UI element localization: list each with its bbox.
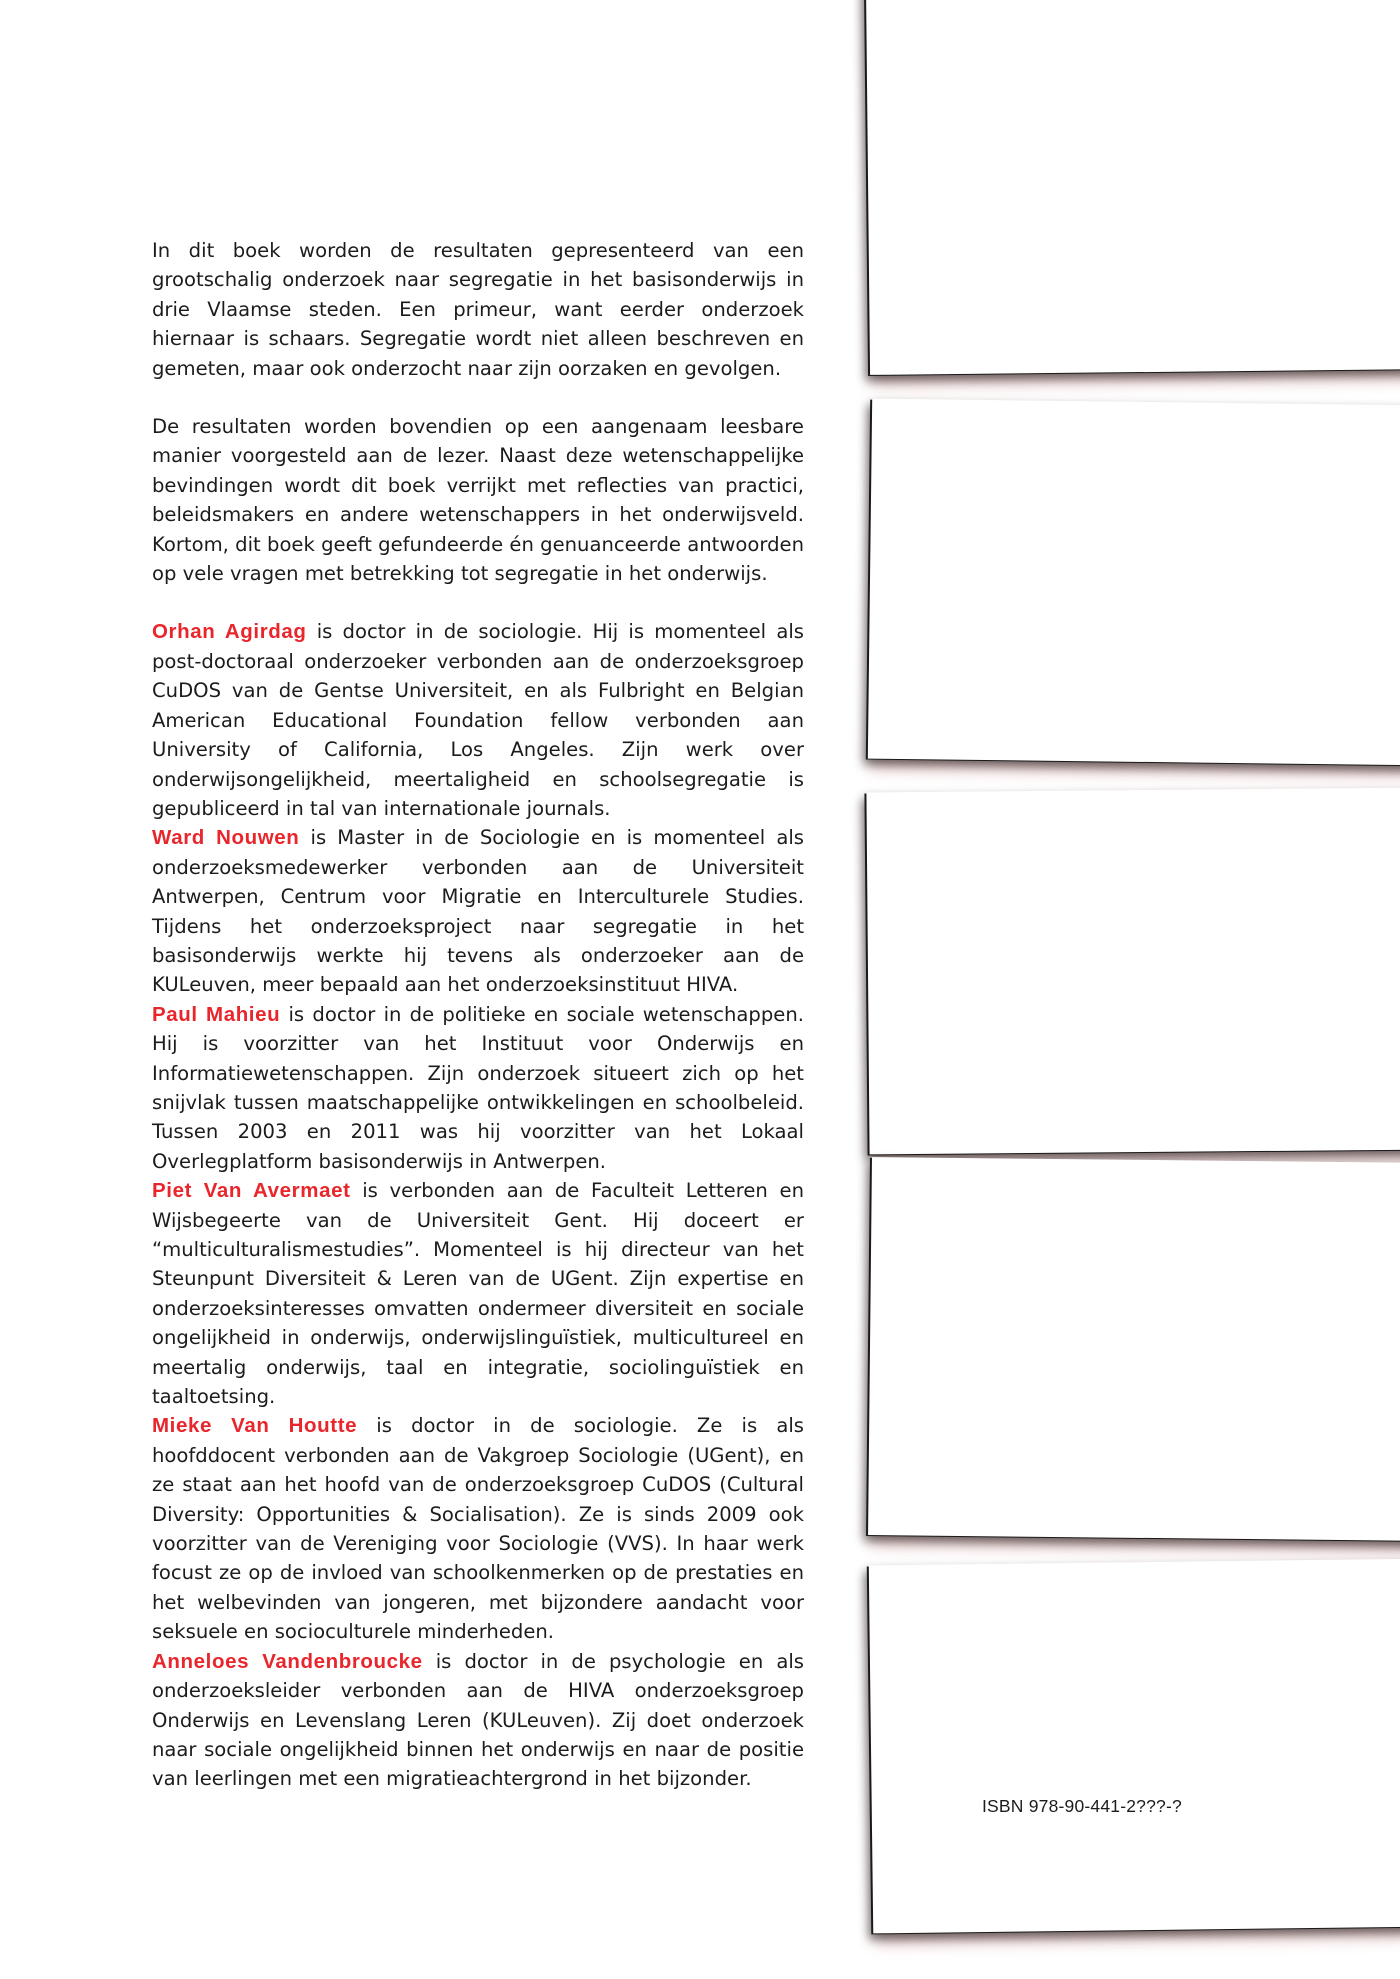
author-name: Anneloes Vandenbroucke xyxy=(152,1649,423,1673)
paper-sheet xyxy=(866,0,1400,375)
author-bio-van-houtte xyxy=(152,1411,804,1646)
author-bio-mahieu xyxy=(152,1000,804,1176)
author-bio-text: is doctor in de politieke en sociale wetenschappen. Hij is voorzitter van het Instituut voor Onderwijs en Informatiewetenschappen. Zijn onderzoek situeert zich op het snijvlak tussen maatschappelijke ontwikkelingen en schoolbeleid. Tussen 2003 en 2011 was hij voorzitter van het Lokaal Overlegplatform basisonderwijs in Antwerpen. xyxy=(152,1002,804,1173)
author-bio-van-avermaet xyxy=(152,1176,804,1411)
author-bio-text: is verbonden aan de Faculteit Letteren en Wijsbegeerte van de Universiteit Gent. Hij doceert er “multiculturalismestudies”. Momenteel is hij directeur van het Steunpunt Diversiteit & Leren van de UGent. Zijn expertise en onderzoeksinteresses omvatten ondermeer diversiteit en sociale ongelijkheid in onderwijs, onderwijslinguïstiek, multicultureel en meertalig onderwijs, taal en integratie, sociolinguïstiek en taaltoetsing. xyxy=(152,1179,805,1409)
paper-sheet xyxy=(869,1559,1400,1934)
author-name: Ward Nouwen xyxy=(152,826,300,850)
author-name: Piet Van Avermaet xyxy=(152,1179,351,1203)
author-bio-text: is doctor in de sociologie. Ze is als hoofddocent verbonden aan de Vakgroep Sociologie (UGent), en ze staat aan het hoofd van de onderzoeksgroep CuDOS (Cultural Diversity: Opportunities & Socialisation). Ze is sinds 2009 ook voorzitter van de Vereniging voor Sociologie (VVS). In haar werk focust ze op de invloed van schoolkenmerken op de prestaties en het welbevinden van jongeren, met bijzondere aandacht voor seksuele en socioculturele minderheden. xyxy=(152,1414,805,1644)
intro-paragraph-2: De resultaten worden bovendien op een aangenaam leesbare manier voorgesteld aan de lezer. Naast deze wetenschappelijke bevindingen wordt dit boek verrijkt met reflecties van practici, beleidsmakers en andere wetenschappers in het onderwijsveld. Kortom, dit boek geeft gefundeerde én genuanceerde antwoorden op vele vragen met betrekking tot segregatie in het onderwijs. xyxy=(152,415,804,586)
author-bio-nouwen xyxy=(152,823,804,999)
author-bio-text: is Master in de Sociologie en is momenteel als onderzoeksmedewerker verbonden aan de Universiteit Antwerpen, Centrum voor Migratie en Interculturele Studies. Tijdens het onderzoeksproject naar segregatie in het basisonderwijs werkte hij tevens als onderzoeker aan de KULeuven, meer bepaald aan het onderzoeksinstituut HIVA. xyxy=(152,826,804,997)
paper-sheet-stack xyxy=(862,0,1400,1979)
back-cover-text xyxy=(152,236,804,1794)
author-name: Mieke Van Houtte xyxy=(152,1414,358,1438)
paper-sheet xyxy=(866,788,1400,1155)
author-name: Orhan Agirdag xyxy=(152,620,307,644)
isbn-label: ISBN 978-90-441-2???-? xyxy=(982,1796,1182,1816)
author-bio-text: is doctor in de psychologie en als onderzoeksleider verbonden aan de HIVA onderzoeksgroep Onderwijs en Levenslang Leren (KULeuven). Zij doet onderzoek naar sociale ongelijkheid binnen het onderwijs en naar de positie van leerlingen met een migratieachtergrond in het bijzonder. xyxy=(152,1649,804,1791)
author-bio-agirdag xyxy=(152,617,804,823)
author-bio-vandenbroucke xyxy=(152,1647,804,1794)
intro-paragraph-1: In dit boek worden de resultaten gepresenteerd van een grootschalig onderzoek naar segregatie in het basisonderwijs in drie Vlaamse steden. Een primeur, want eerder onderzoek hiernaar is schaars. Segregatie wordt niet alleen beschreven en gemeten, maar ook onderzocht naar zijn oorzaken en gevolgen. xyxy=(152,239,804,380)
paper-sheet xyxy=(868,399,1400,766)
author-name: Paul Mahieu xyxy=(152,1002,281,1026)
paper-sheet xyxy=(868,1157,1400,1541)
author-bio-text: is doctor in de sociologie. Hij is momenteel als post-doctoraal onderzoeker verbonden aan de onderzoeksgroep CuDOS van de Gentse Universiteit, en als Fulbright en Belgian American Educational Foundation fellow verbonden aan University of California, Los Angeles. Zijn werk over onderwijsongelijkheid, meertaligheid en schoolsegregatie is gepubliceerd in tal van internationale journals. xyxy=(152,620,804,820)
